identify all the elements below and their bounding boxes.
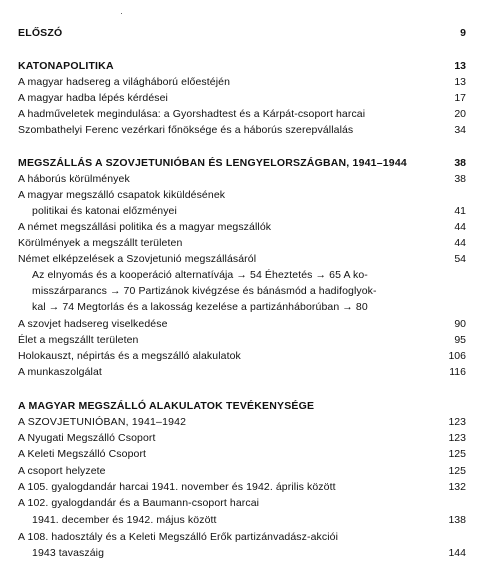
toc-entry-page: 138: [448, 514, 466, 526]
toc-entry: [18, 530, 466, 544]
toc-entry-page: 44: [454, 237, 466, 249]
toc-subtopics-line: [32, 300, 466, 314]
toc-entry-page: 90: [454, 318, 466, 330]
toc-entry-title: MEGSZÁLLÁS A SZOVJETUNIÓBAN ÉS LENGYELORSZÁGBAN, 1941–1944: [18, 157, 407, 169]
toc-entry-title: A 102. gyalogdandár és a Baumann-csoport harcai: [18, 497, 260, 509]
toc-entry-page: 38: [454, 157, 466, 169]
toc-entry: [18, 365, 466, 379]
toc-entry-title: A szovjet hadsereg viselkedése: [18, 318, 168, 330]
toc-entry-title: 1941. december és 1942. május között: [32, 514, 217, 526]
toc-entry-page: 106: [448, 350, 466, 362]
toc-entry-page: 123: [448, 416, 466, 428]
toc-entry-title: Körülmények a megszállt területen: [18, 237, 183, 249]
toc-entry-title: A magyar hadba lépés kérdései: [18, 92, 168, 104]
toc-entry-title: Holokauszt, népirtás és a megszálló alakulatok: [18, 350, 241, 362]
toc-entry-title: A Nyugati Megszálló Csoport: [18, 432, 156, 444]
toc-subtopics-line: [32, 284, 466, 298]
toc-chapter-heading: [18, 156, 466, 170]
toc-entry: [18, 431, 466, 445]
toc-entry-title: A Keleti Megszálló Csoport: [18, 448, 147, 460]
toc-entry: [18, 75, 466, 89]
toc-entry-title: A 105. gyalogdandár harcai 1941. november és 1942. április között: [18, 481, 336, 493]
toc-entry-title: politikai és katonai előzményei: [32, 205, 177, 217]
toc-entry-foreword: [18, 26, 466, 40]
toc-entry: [18, 333, 466, 347]
toc-entry-page: 54: [454, 253, 466, 265]
toc-entry-page: 125: [448, 448, 466, 460]
toc-chapter-heading-line2: [18, 415, 466, 429]
toc-entry-page: 123: [448, 432, 466, 444]
toc-entry-title: KATONAPOLITIKA: [18, 60, 114, 72]
toc-entry: [18, 188, 466, 202]
toc-entry: [18, 123, 466, 137]
toc-entry-title: Szombathelyi Ferenc vezérkari főnöksége és a háborús szerepvállalás: [18, 124, 354, 136]
toc-entry-title: A háborús körülmények: [18, 173, 130, 185]
toc-entry: [18, 447, 466, 461]
toc-entry-page: 17: [454, 92, 466, 104]
toc-chapter-heading: [18, 399, 466, 413]
toc-entry-page: 34: [454, 124, 466, 136]
toc-entry-title: A csoport helyzete: [18, 465, 106, 477]
toc-entry-continuation: [32, 546, 466, 560]
toc-entry-continuation: [32, 204, 466, 218]
toc-entry-title: A MAGYAR MEGSZÁLLÓ ALAKULATOK TEVÉKENYSÉGE: [18, 400, 315, 412]
toc-entry-title: misszárparancs → 70 Partizánok kivégzése és bánásmód a hadifoglyok-: [32, 285, 377, 297]
toc-entry-page: 9: [460, 27, 466, 39]
toc-entry: [18, 107, 466, 121]
toc-entry: [18, 236, 466, 250]
toc-entry: [18, 464, 466, 478]
toc-entry-title: A magyar hadsereg a világháború előestéjén: [18, 76, 231, 88]
toc-entry-title: Élet a megszállt területen: [18, 334, 139, 346]
toc-entry-continuation: [32, 513, 466, 527]
toc-entry-title: 1943 tavaszáig: [32, 547, 105, 559]
toc-entry-page: 116: [449, 366, 466, 378]
toc-subtopics-line: [32, 268, 466, 282]
toc-entry-title: ELŐSZÓ: [18, 27, 63, 39]
speck: [121, 13, 122, 14]
toc-entry-page: 95: [454, 334, 466, 346]
toc-entry-title: A német megszállási politika és a magyar megszállók: [18, 221, 272, 233]
toc-entry: [18, 252, 466, 266]
toc-entry: [18, 317, 466, 331]
toc-entry-page: 20: [454, 108, 466, 120]
toc-entry-page: 38: [454, 173, 466, 185]
toc-entry-title: Német elképzelések a Szovjetunió megszállásáról: [18, 253, 257, 265]
toc-entry: [18, 496, 466, 510]
toc-entry-page: 13: [454, 76, 466, 88]
toc-chapter-heading: [18, 59, 466, 73]
toc-entry: [18, 91, 466, 105]
toc-entry-title: Az elnyomás és a kooperáció alternatívája → 54 Éheztetés → 65 A ko-: [32, 269, 368, 281]
toc-entry-title: A 108. hadosztály és a Keleti Megszálló Erők partizánvadász-akciói: [18, 531, 339, 543]
toc-entry-title: kal → 74 Megtorlás és a lakosság kezelése a partizánháborúban → 80: [32, 301, 368, 313]
toc-entry-title: A hadműveletek megindulása: a Gyorshadtest és a Kárpát-csoport harcai: [18, 108, 366, 120]
toc-entry: [18, 172, 466, 186]
toc-entry-page: 125: [448, 465, 466, 477]
toc-entry-page: 132: [448, 481, 466, 493]
toc-entry: [18, 349, 466, 363]
toc-entry-title: A magyar megszálló csapatok kiküldésének: [18, 189, 226, 201]
toc-entry-page: 144: [448, 547, 466, 559]
toc-entry-title: A SZOVJETUNIÓBAN, 1941–1942: [18, 416, 187, 428]
toc-entry-page: 41: [454, 205, 466, 217]
toc-entry-page: 13: [454, 60, 466, 72]
toc-entry-page: 44: [454, 221, 466, 233]
toc-entry: [18, 480, 466, 494]
toc-entry: [18, 220, 466, 234]
toc-entry-title: A munkaszolgálat: [18, 366, 102, 378]
